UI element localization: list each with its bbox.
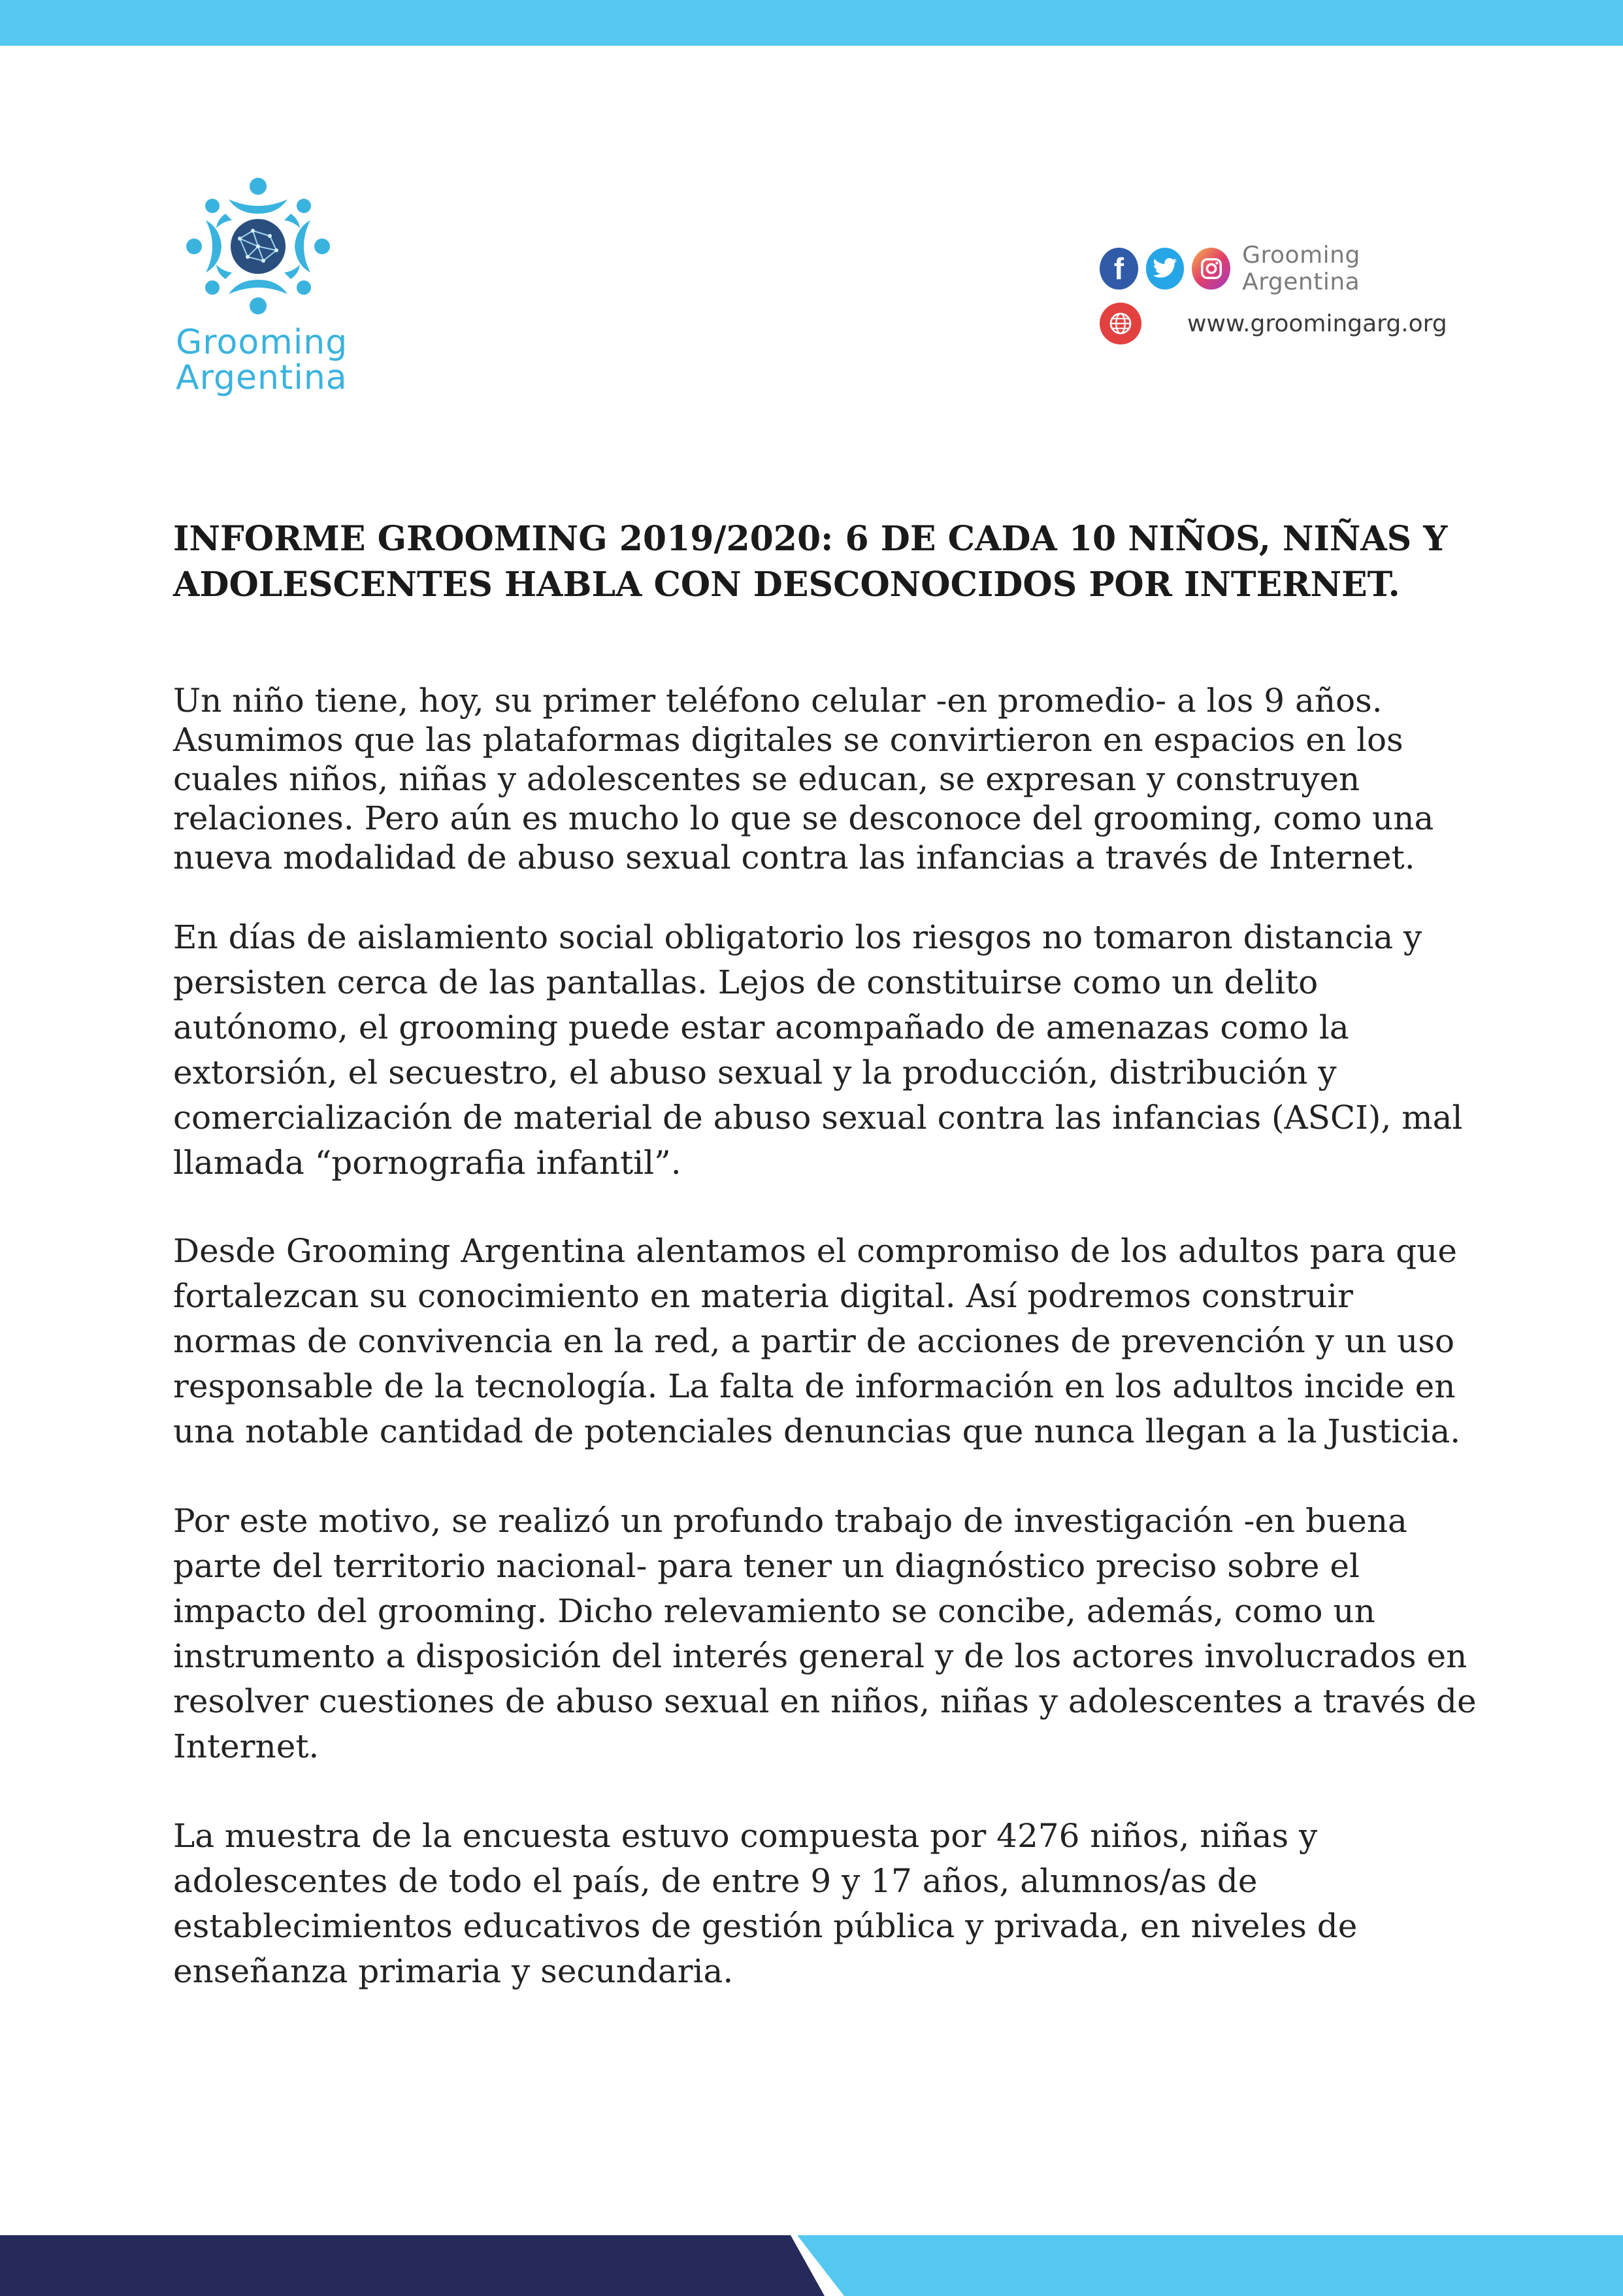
paragraph-line: normas de convivencia en la red, a partir de acciones de prevención y un uso bbox=[173, 1322, 1455, 1360]
website-row bbox=[1100, 303, 1447, 344]
paragraph-line: cuales niños, niñas y adolescentes se educan, se expresan y construyen bbox=[173, 760, 1360, 798]
paragraph-commitment bbox=[173, 1229, 1480, 1454]
top-accent-bar bbox=[0, 0, 1623, 46]
facebook-icon-glyph: f bbox=[1113, 252, 1124, 286]
report-title-line1: INFORME GROOMING 2019/2020: 6 DE CADA 10 NIÑOS, NIÑAS Y bbox=[173, 519, 1448, 559]
logo-wordmark-line2: Argentina bbox=[176, 358, 348, 397]
paragraph-line: adolescentes de todo el país, de entre 9 y 17 años, alumnos/as de bbox=[173, 1862, 1258, 1900]
paragraph-line: impacto del grooming. Dicho relevamiento se concibe, además, como un bbox=[173, 1592, 1375, 1630]
paragraph-line: una notable cantidad de potenciales denuncias que nunca llegan a la Justicia. bbox=[173, 1412, 1461, 1450]
contact-info bbox=[1100, 242, 1466, 353]
grooming-argentina-logo-icon bbox=[180, 173, 336, 317]
paragraph-line: comercialización de material de abuso sexual contra las infancias (ASCI), mal bbox=[173, 1099, 1463, 1137]
paragraph-line: autónomo, el grooming puede estar acompañado de amenazas como la bbox=[173, 1008, 1349, 1046]
paragraph-line: enseñanza primaria y secundaria. bbox=[173, 1952, 734, 1990]
logo-wordmark bbox=[176, 325, 348, 395]
paragraph-line: responsable de la tecnología. La falta de información en los adultos incide en bbox=[173, 1367, 1456, 1405]
logo-wordmark-line1: Grooming bbox=[176, 323, 348, 362]
paragraph-line: Asumimos que las plataformas digitales se convirtieron en espacios en los bbox=[173, 721, 1403, 759]
paragraph-line: extorsión, el secuestro, el abuso sexual y la producción, distribución y bbox=[173, 1054, 1337, 1091]
paragraph-line: instrumento a disposición del interés general y de los actores involucrados en bbox=[173, 1637, 1467, 1675]
globe-icon bbox=[1100, 303, 1141, 344]
paragraph-line: establecimientos educativos de gestión pública y privada, en niveles de bbox=[173, 1907, 1358, 1945]
bottom-bar-navy-section bbox=[0, 2235, 825, 2296]
facebook-icon[interactable] bbox=[1100, 248, 1138, 290]
paragraph-line: En días de aislamiento social obligatorio los riesgos no tomaron distancia y bbox=[173, 918, 1422, 956]
paragraph-line: Internet. bbox=[173, 1727, 320, 1765]
paragraph-line: La muestra de la encuesta estuvo compuesta por 4276 niños, niñas y bbox=[173, 1817, 1318, 1855]
report-title-line2: ADOLESCENTES HABLA CON DESCONOCIDOS POR INTERNET. bbox=[173, 565, 1400, 605]
paragraph-research bbox=[173, 1499, 1480, 1769]
paragraph-line: parte del territorio nacional- para tener un diagnóstico preciso sobre el bbox=[173, 1547, 1360, 1585]
bottom-bar-light-section bbox=[797, 2235, 1623, 2296]
paragraph-sample bbox=[173, 1814, 1480, 1994]
paragraph-line: nueva modalidad de abuso sexual contra las infancias a través de Internet. bbox=[173, 839, 1415, 876]
globe-glyph bbox=[1107, 310, 1134, 337]
paragraph-line: persisten cerca de las pantallas. Lejos de constituirse como un delito bbox=[173, 963, 1319, 1001]
grooming-argentina-logo bbox=[173, 173, 350, 402]
paragraph-line: llamada “pornografia infantil”. bbox=[173, 1144, 681, 1182]
social-handle[interactable]: Grooming Argentina bbox=[1242, 242, 1360, 295]
paragraph-intro bbox=[173, 681, 1480, 877]
website-link[interactable]: www.groomingarg.org bbox=[1187, 310, 1447, 337]
paragraph-line: relaciones. Pero aún es mucho lo que se desconoce del grooming, como una bbox=[173, 799, 1434, 837]
paragraph-line: Un niño tiene, hoy, su primer teléfono celular -en promedio- a los 9 años. bbox=[173, 682, 1383, 720]
report-title bbox=[173, 516, 1467, 608]
instagram-icon[interactable] bbox=[1192, 248, 1230, 290]
paragraph-line: fortalezcan su conocimiento en materia digital. Así podremos construir bbox=[173, 1277, 1353, 1315]
social-row bbox=[1100, 242, 1466, 295]
bottom-accent-bar bbox=[0, 2235, 1623, 2296]
twitter-icon[interactable] bbox=[1146, 248, 1185, 290]
paragraph-line: Desde Grooming Argentina alentamos el compromiso de los adultos para que bbox=[173, 1232, 1457, 1270]
paragraph-isolation bbox=[173, 915, 1480, 1186]
twitter-bird-glyph bbox=[1152, 258, 1178, 280]
paragraph-line: resolver cuestiones de abuso sexual en niños, niñas y adolescentes a través de bbox=[173, 1682, 1477, 1720]
paragraph-line: Por este motivo, se realizó un profundo trabajo de investigación -en buena bbox=[173, 1502, 1407, 1540]
instagram-camera-glyph bbox=[1199, 256, 1224, 281]
